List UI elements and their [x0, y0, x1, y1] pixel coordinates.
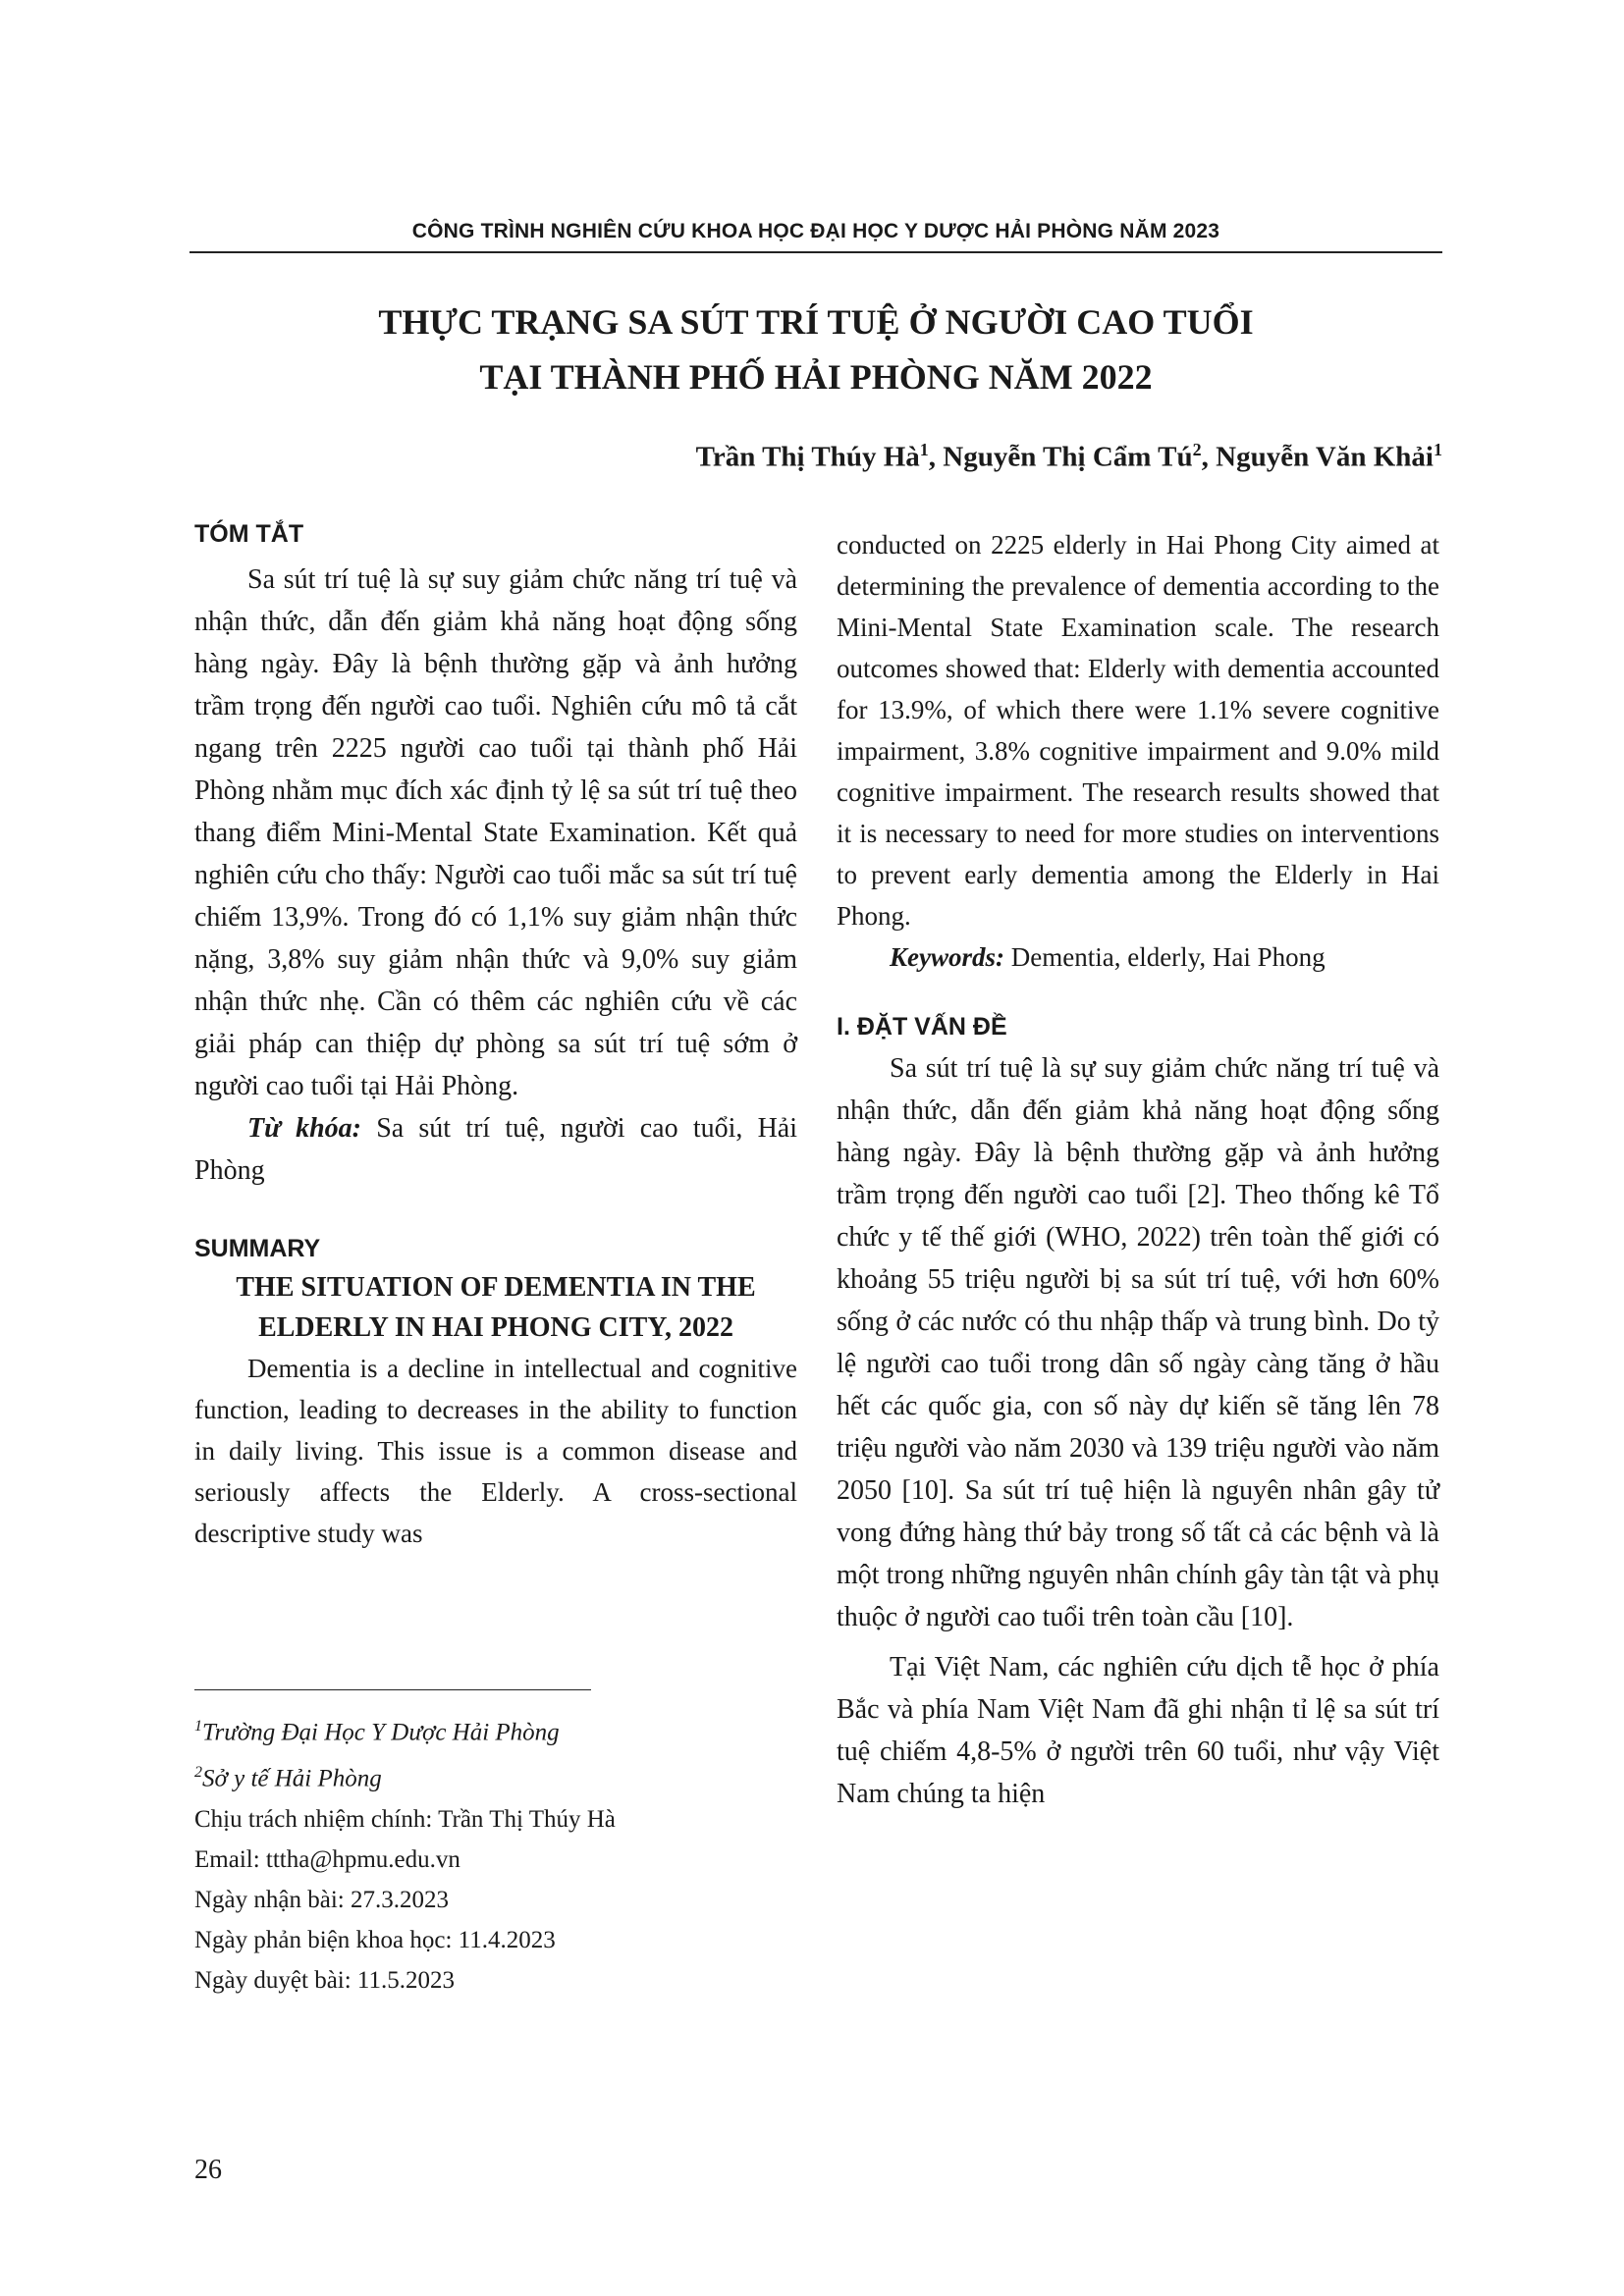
- footnote-email: Email: tttha@hpmu.edu.vn: [194, 1845, 460, 1873]
- title-line-2: TẠI THÀNH PHỐ HẢI PHÒNG NĂM 2022: [479, 357, 1153, 397]
- keywords-label: Từ khóa:: [247, 1113, 361, 1144]
- summary-title: THE SITUATION OF DEMENTIA IN THE ELDERLY IN HAI PHONG CITY, 2022: [236, 1272, 756, 1343]
- footnote-reviewed: Ngày phản biện khoa học: 11.4.2023: [194, 1926, 556, 1953]
- paper-title: [189, 294, 1442, 404]
- keywords-text: Sa sút trí tuệ, người cao tuổi, Hải Phòng: [194, 1113, 798, 1186]
- keywords-label: Keywords:: [890, 942, 1004, 972]
- left-column: [194, 520, 797, 1554]
- footnote-rule: [194, 1689, 591, 1690]
- footnote-accepted: Ngày duyệt bài: 11.5.2023: [194, 1966, 456, 1994]
- abstract-body: Sa sút trí tuệ là sự suy giảm chức năng trí tuệ và nhận thức, dẫn đến giảm khả năng hoạt động sống hàng ngày. Đây là bệnh thường gặp và ảnh hưởng trầm trọng đến người cao tuổi. Nghiên cứu mô tả cắt ngang trên 2225 người cao tuổi tại thành phố Hải Phòng nhằm mục đích xác định tỷ lệ sa sút trí tuệ theo thang điểm Mini-Mental State Examination. Kết quả nghiên cứu cho thấy: Người cao tuổi mắc sa sút trí tuệ chiếm 13,9%. Trong đó có 1,1% suy giảm nhận thức nặng, 3,8% suy giảm nhận thức và 9,0% suy giảm nhận thức nhẹ. Cần có thêm các nghiên cứu về các giải pháp can thiệp dự phòng sa sút trí tuệ sớm ở người cao tuổi tại Hải Phòng.: [194, 564, 797, 1101]
- section-1-paragraph-1: Sa sút trí tuệ là sự suy giảm chức năng trí tuệ và nhận thức, dẫn đến giảm khả năng hoạt động sống hàng ngày. Đây là bệnh thường gặp và ảnh hưởng trầm trọng đến người cao tuổi [2]. Theo thống kê Tổ chức y tế thế giới (WHO, 2022) trên toàn thế giới có khoảng 55 triệu người bị sa sút trí tuệ, với hơn 60% sống ở các nước có thu nhập thấp và trung bình. Do tỷ lệ người cao tuổi trong dân số ngày càng tăng ở hầu hết các quốc gia, con số này dự kiến sẽ tăng lên 78 triệu người vào năm 2030 và 139 triệu người vào năm 2050 [10]. Sa sút trí tuệ hiện là nguyên nhân gây tử vong đứng hàng thứ bảy trong số tất cả các bệnh và là một trong những nguyên nhân chính gây tàn tật và phụ thuộc ở người cao tuổi trên toàn cầu [10].: [837, 1053, 1439, 1632]
- summary-heading: SUMMARY: [194, 1235, 321, 1262]
- footnote-corresponding: Chịu trách nhiệm chính: Trần Thị Thúy Hà: [194, 1805, 616, 1833]
- author-name: Trần Thị Thúy Hà: [695, 441, 920, 473]
- author-affiliation: 1: [1434, 440, 1442, 459]
- running-header: CÔNG TRÌNH NGHIÊN CỨU KHOA HỌC ĐẠI HỌC Y DƯỢC HẢI PHÒNG NĂM 2023: [411, 220, 1220, 242]
- section-1-heading: I. ĐẶT VẤN ĐỀ: [837, 1013, 1007, 1041]
- author-affiliation: 1: [919, 440, 929, 459]
- footnote-affiliation-1: $^1$Trường Đại Học Y Dược Hải Phòng: [194, 1718, 560, 1746]
- page-number: 26: [194, 2155, 222, 2185]
- section-1-paragraph-2: Tại Việt Nam, các nghiên cứu dịch tễ học ở phía Bắc và phía Nam Việt Nam đã ghi nhận tỉ lệ sa sút trí tuệ chiếm 4,8-5% ở người trên 60 tuổi, như vậy Việt Nam chúng ta hiện: [837, 1652, 1439, 1809]
- summary-body-part-2: conducted on 2225 elderly in Hai Phong City aimed at determining the prevalence of dementia according to the Mini-Mental State Examination scale. The research outcomes showed that: Elderly with dementia accounted for 13.9%, of which there were 1.1% severe cognitive impairment, 3.8% cognitive impairment and 9.0% mild cognitive impairment. The research results showed that it is necessary to need for more studies on interventions to prevent early dementia among the Elderly in Hai Phong.: [837, 530, 1439, 931]
- author-name: Nguyễn Thị Cẩm Tú: [943, 441, 1193, 473]
- author-affiliation: 2: [1192, 440, 1202, 459]
- abstract-heading: TÓM TẮT: [194, 520, 304, 548]
- author-list: Trần Thị Thúy $Hà^1$, Nguyễn Thị Cẩm $Tú^2$, Nguyễn Văn Khải$^1$: [695, 440, 1442, 473]
- right-column: [837, 524, 1439, 1815]
- keywords-text: Dementia, elderly, Hai Phong: [1010, 942, 1326, 972]
- abstract-keywords: [194, 1107, 797, 1192]
- summary-body-part-1: Dementia is a decline in intellectual and cognitive function, leading to decreases in the ability to function in daily living. This issue is a common disease and seriously affects the Elderly. A cross-sectional descriptive study was: [194, 1354, 797, 1548]
- footnotes: [194, 1706, 797, 2001]
- summary-keywords: [837, 936, 1439, 978]
- footnote-received: Ngày nhận bài: 27.3.2023: [194, 1886, 449, 1913]
- footnote-affiliation-2: $^2$Sở y tế Hải Phòng: [194, 1764, 382, 1792]
- author-name: Nguyễn Văn Khải: [1216, 441, 1434, 473]
- header-rule: [189, 251, 1442, 253]
- title-line-1: THỰC TRẠNG SA SÚT TRÍ TUỆ Ở NGƯỜI CAO TUỔI: [378, 302, 1254, 342]
